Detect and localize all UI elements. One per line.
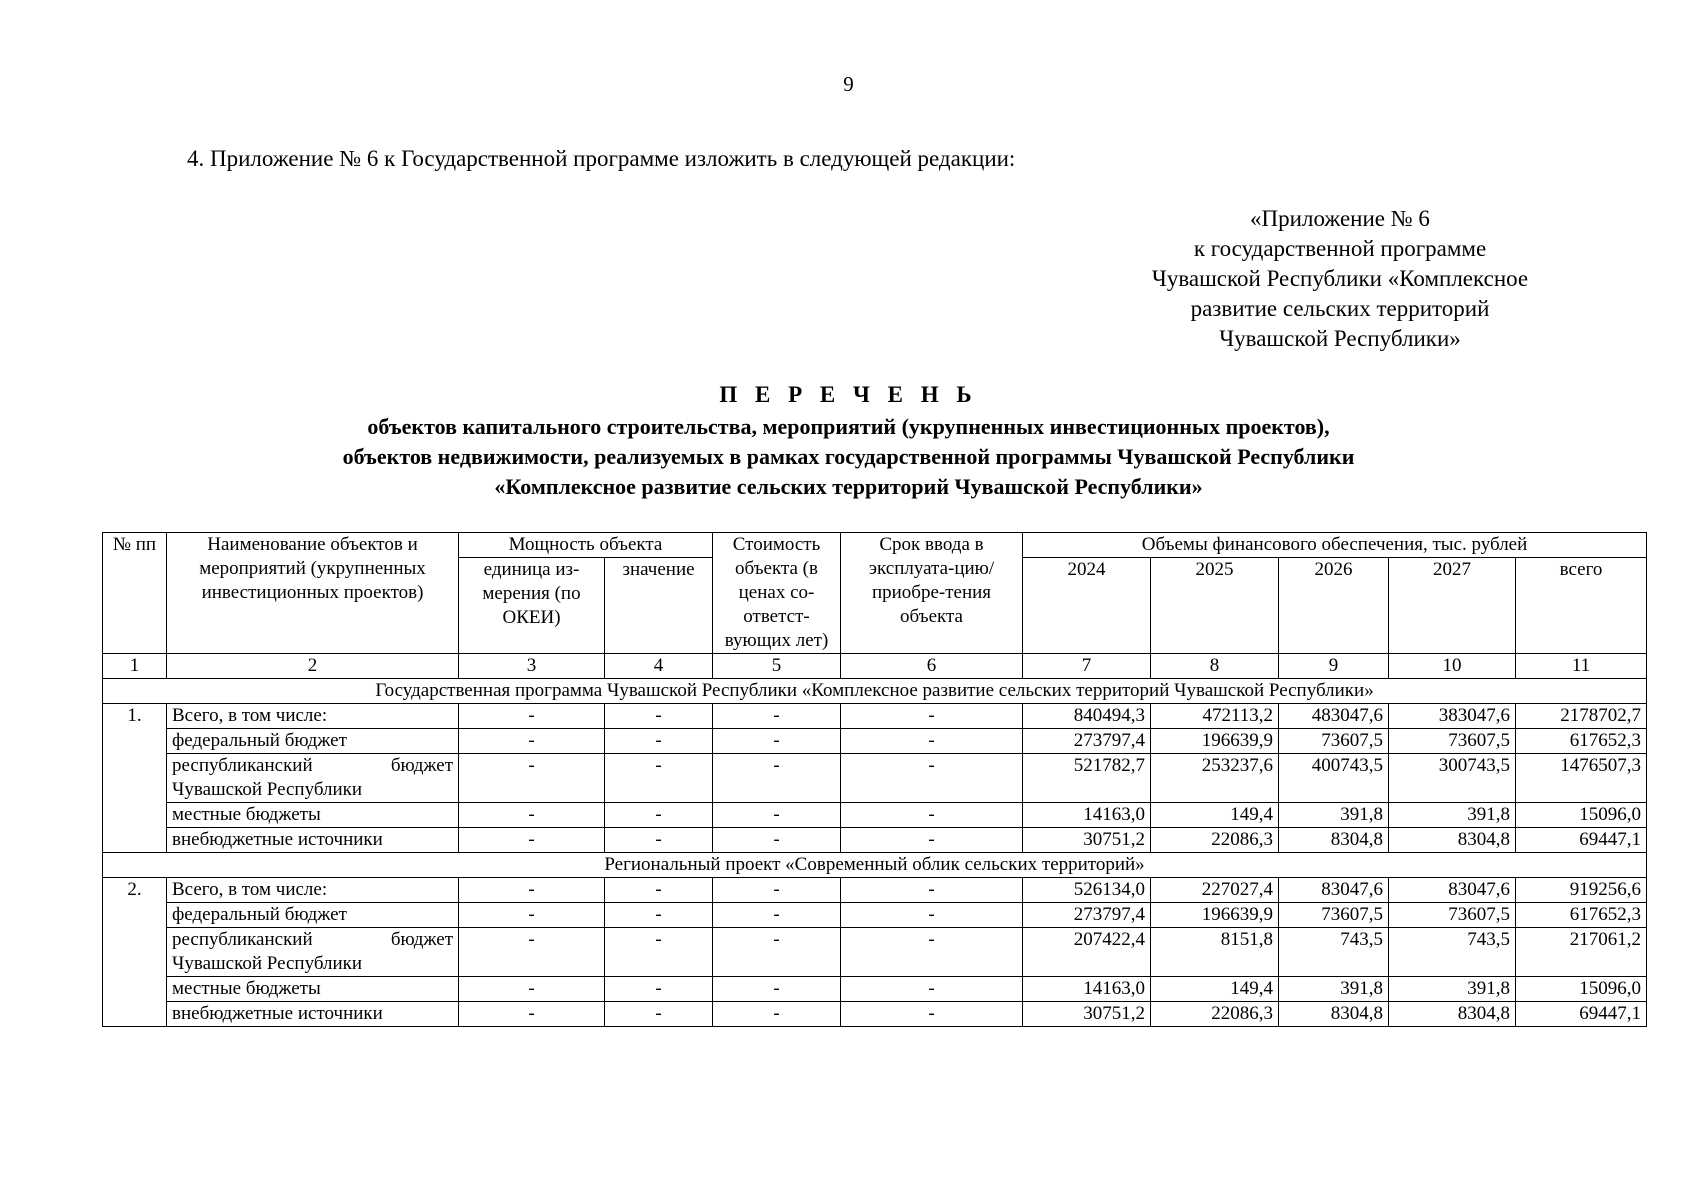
row-term: -	[841, 928, 1023, 977]
column-numbers-row	[103, 654, 1647, 679]
row-total: 1476507,3	[1516, 754, 1647, 803]
row-name: федеральный бюджет	[167, 903, 459, 928]
projects-table	[102, 532, 1647, 1027]
document-subtitle	[0, 412, 1697, 502]
row-total: 919256,6	[1516, 878, 1647, 903]
row-total: 617652,3	[1516, 903, 1647, 928]
row-name: республиканский бюджет Чувашской Республики	[167, 928, 459, 977]
row-2024: 273797,4	[1023, 903, 1151, 928]
document-title: П Е Р Е Ч Е Н Ь	[719, 382, 978, 407]
row-2024: 30751,2	[1023, 828, 1151, 853]
column-number: 11	[1516, 654, 1647, 679]
table-row	[103, 704, 1647, 729]
row-2024: 273797,4	[1023, 729, 1151, 754]
row-value: -	[605, 903, 713, 928]
row-total: 617652,3	[1516, 729, 1647, 754]
header-unit: единица из-мерения (по ОКЕИ)	[459, 558, 605, 654]
row-value: -	[605, 977, 713, 1002]
row-2027: 8304,8	[1389, 1002, 1516, 1027]
row-2025: 196639,9	[1151, 729, 1279, 754]
row-term: -	[841, 803, 1023, 828]
row-value: -	[605, 828, 713, 853]
row-name: местные бюджеты	[167, 977, 459, 1002]
table-row	[103, 803, 1647, 828]
row-2025: 149,4	[1151, 803, 1279, 828]
row-unit: -	[459, 754, 605, 803]
row-cost: -	[713, 754, 841, 803]
intro-paragraph: 4. Приложение № 6 к Государственной программе изложить в следующей редакции:	[187, 146, 1016, 171]
row-2024: 207422,4	[1023, 928, 1151, 977]
row-unit: -	[459, 903, 605, 928]
section-heading-row	[103, 853, 1647, 878]
header-capacity: Мощность объекта	[459, 533, 713, 558]
annex-line: к государственной программе	[1193, 236, 1487, 261]
row-unit: -	[459, 977, 605, 1002]
row-term: -	[841, 878, 1023, 903]
row-value: -	[605, 878, 713, 903]
row-2024: 14163,0	[1023, 977, 1151, 1002]
row-2027: 83047,6	[1389, 878, 1516, 903]
column-number: 8	[1151, 654, 1279, 679]
row-2024: 526134,0	[1023, 878, 1151, 903]
subtitle-line: объектов капитального строительства, мероприятий (укрупненных инвестиционных проектов),	[367, 414, 1330, 439]
row-2025: 22086,3	[1151, 828, 1279, 853]
row-2024: 30751,2	[1023, 1002, 1151, 1027]
column-number: 6	[841, 654, 1023, 679]
row-2025: 149,4	[1151, 977, 1279, 1002]
section-heading: Региональный проект «Современный облик сельских территорий»	[103, 853, 1647, 878]
subtitle-line: объектов недвижимости, реализуемых в рамках государственной программы Чувашской Республики	[342, 444, 1355, 469]
row-2025: 227027,4	[1151, 878, 1279, 903]
row-term: -	[841, 754, 1023, 803]
table-row	[103, 754, 1647, 803]
row-name: республиканский бюджет Чувашской Республики	[167, 754, 459, 803]
subtitle-line: «Комплексное развитие сельских территорий Чувашской Республики»	[494, 474, 1203, 499]
column-number: 7	[1023, 654, 1151, 679]
row-name: внебюджетные источники	[167, 828, 459, 853]
row-cost: -	[713, 977, 841, 1002]
row-2026: 73607,5	[1279, 903, 1389, 928]
row-unit: -	[459, 704, 605, 729]
row-2027: 300743,5	[1389, 754, 1516, 803]
row-cost: -	[713, 729, 841, 754]
row-2027: 383047,6	[1389, 704, 1516, 729]
table-row	[103, 1002, 1647, 1027]
row-2025: 22086,3	[1151, 1002, 1279, 1027]
row-2027: 8304,8	[1389, 828, 1516, 853]
row-2026: 73607,5	[1279, 729, 1389, 754]
row-cost: -	[713, 1002, 841, 1027]
row-2027: 391,8	[1389, 803, 1516, 828]
row-2025: 253237,6	[1151, 754, 1279, 803]
annex-header	[1080, 204, 1600, 354]
row-2024: 840494,3	[1023, 704, 1151, 729]
column-number: 10	[1389, 654, 1516, 679]
row-2026: 400743,5	[1279, 754, 1389, 803]
header-funding: Объемы финансового обеспечения, тыс. рублей	[1023, 533, 1647, 558]
annex-line: «Приложение № 6	[1250, 206, 1430, 231]
row-cost: -	[713, 903, 841, 928]
row-2026: 743,5	[1279, 928, 1389, 977]
row-2026: 8304,8	[1279, 828, 1389, 853]
row-2025: 196639,9	[1151, 903, 1279, 928]
row-2026: 8304,8	[1279, 1002, 1389, 1027]
annex-line: Чувашской Республики»	[1219, 326, 1461, 351]
row-cost: -	[713, 928, 841, 977]
table-row	[103, 903, 1647, 928]
row-term: -	[841, 903, 1023, 928]
row-total: 2178702,7	[1516, 704, 1647, 729]
row-name: Всего, в том числе:	[167, 878, 459, 903]
row-value: -	[605, 754, 713, 803]
table-row	[103, 977, 1647, 1002]
row-cost: -	[713, 803, 841, 828]
row-unit: -	[459, 803, 605, 828]
row-term: -	[841, 704, 1023, 729]
row-2027: 73607,5	[1389, 729, 1516, 754]
row-name: Всего, в том числе:	[167, 704, 459, 729]
header-2025: 2025	[1151, 558, 1279, 654]
row-number: 1.	[103, 704, 167, 853]
header-2027: 2027	[1389, 558, 1516, 654]
row-2025: 472113,2	[1151, 704, 1279, 729]
row-cost: -	[713, 878, 841, 903]
row-2027: 73607,5	[1389, 903, 1516, 928]
row-2027: 743,5	[1389, 928, 1516, 977]
row-unit: -	[459, 1002, 605, 1027]
row-2024: 14163,0	[1023, 803, 1151, 828]
row-unit: -	[459, 878, 605, 903]
row-name: внебюджетные источники	[167, 1002, 459, 1027]
header-name: Наименование объектов и мероприятий (укрупненных инвестиционных проектов)	[167, 533, 459, 654]
row-name: местные бюджеты	[167, 803, 459, 828]
row-total: 217061,2	[1516, 928, 1647, 977]
header-cost: Стоимость объекта (в ценах со-ответст-вующих лет)	[713, 533, 841, 654]
row-number: 2.	[103, 878, 167, 1027]
row-2025: 8151,8	[1151, 928, 1279, 977]
page-number: 9	[843, 72, 854, 96]
row-2026: 391,8	[1279, 977, 1389, 1002]
row-total: 69447,1	[1516, 828, 1647, 853]
header-term: Срок ввода в эксплуата-цию/приобре-тения объекта	[841, 533, 1023, 654]
column-number: 2	[167, 654, 459, 679]
header-2024: 2024	[1023, 558, 1151, 654]
row-value: -	[605, 729, 713, 754]
row-2024: 521782,7	[1023, 754, 1151, 803]
row-total: 15096,0	[1516, 803, 1647, 828]
row-unit: -	[459, 928, 605, 977]
column-number: 4	[605, 654, 713, 679]
row-cost: -	[713, 828, 841, 853]
row-unit: -	[459, 828, 605, 853]
section-heading: Государственная программа Чувашской Республики «Комплексное развитие сельских территорий Чувашской Республики»	[103, 679, 1647, 704]
table-row	[103, 928, 1647, 977]
row-name: федеральный бюджет	[167, 729, 459, 754]
row-term: -	[841, 828, 1023, 853]
column-number: 3	[459, 654, 605, 679]
row-unit: -	[459, 729, 605, 754]
column-number: 9	[1279, 654, 1389, 679]
row-2026: 83047,6	[1279, 878, 1389, 903]
table-row	[103, 878, 1647, 903]
table-row	[103, 828, 1647, 853]
row-2026: 483047,6	[1279, 704, 1389, 729]
column-number: 1	[103, 654, 167, 679]
header-num: № пп	[103, 533, 167, 654]
row-term: -	[841, 729, 1023, 754]
row-value: -	[605, 704, 713, 729]
row-term: -	[841, 1002, 1023, 1027]
row-2027: 391,8	[1389, 977, 1516, 1002]
annex-line: развитие сельских территорий	[1190, 296, 1490, 321]
row-term: -	[841, 977, 1023, 1002]
row-value: -	[605, 928, 713, 977]
row-value: -	[605, 1002, 713, 1027]
row-total: 15096,0	[1516, 977, 1647, 1002]
annex-line: Чувашской Республики «Комплексное	[1151, 266, 1529, 291]
table-row	[103, 729, 1647, 754]
row-cost: -	[713, 704, 841, 729]
row-value: -	[605, 803, 713, 828]
header-value: значение	[605, 558, 713, 654]
row-total: 69447,1	[1516, 1002, 1647, 1027]
header-total: всего	[1516, 558, 1647, 654]
section-heading-row	[103, 679, 1647, 704]
column-number: 5	[713, 654, 841, 679]
header-2026: 2026	[1279, 558, 1389, 654]
row-2026: 391,8	[1279, 803, 1389, 828]
